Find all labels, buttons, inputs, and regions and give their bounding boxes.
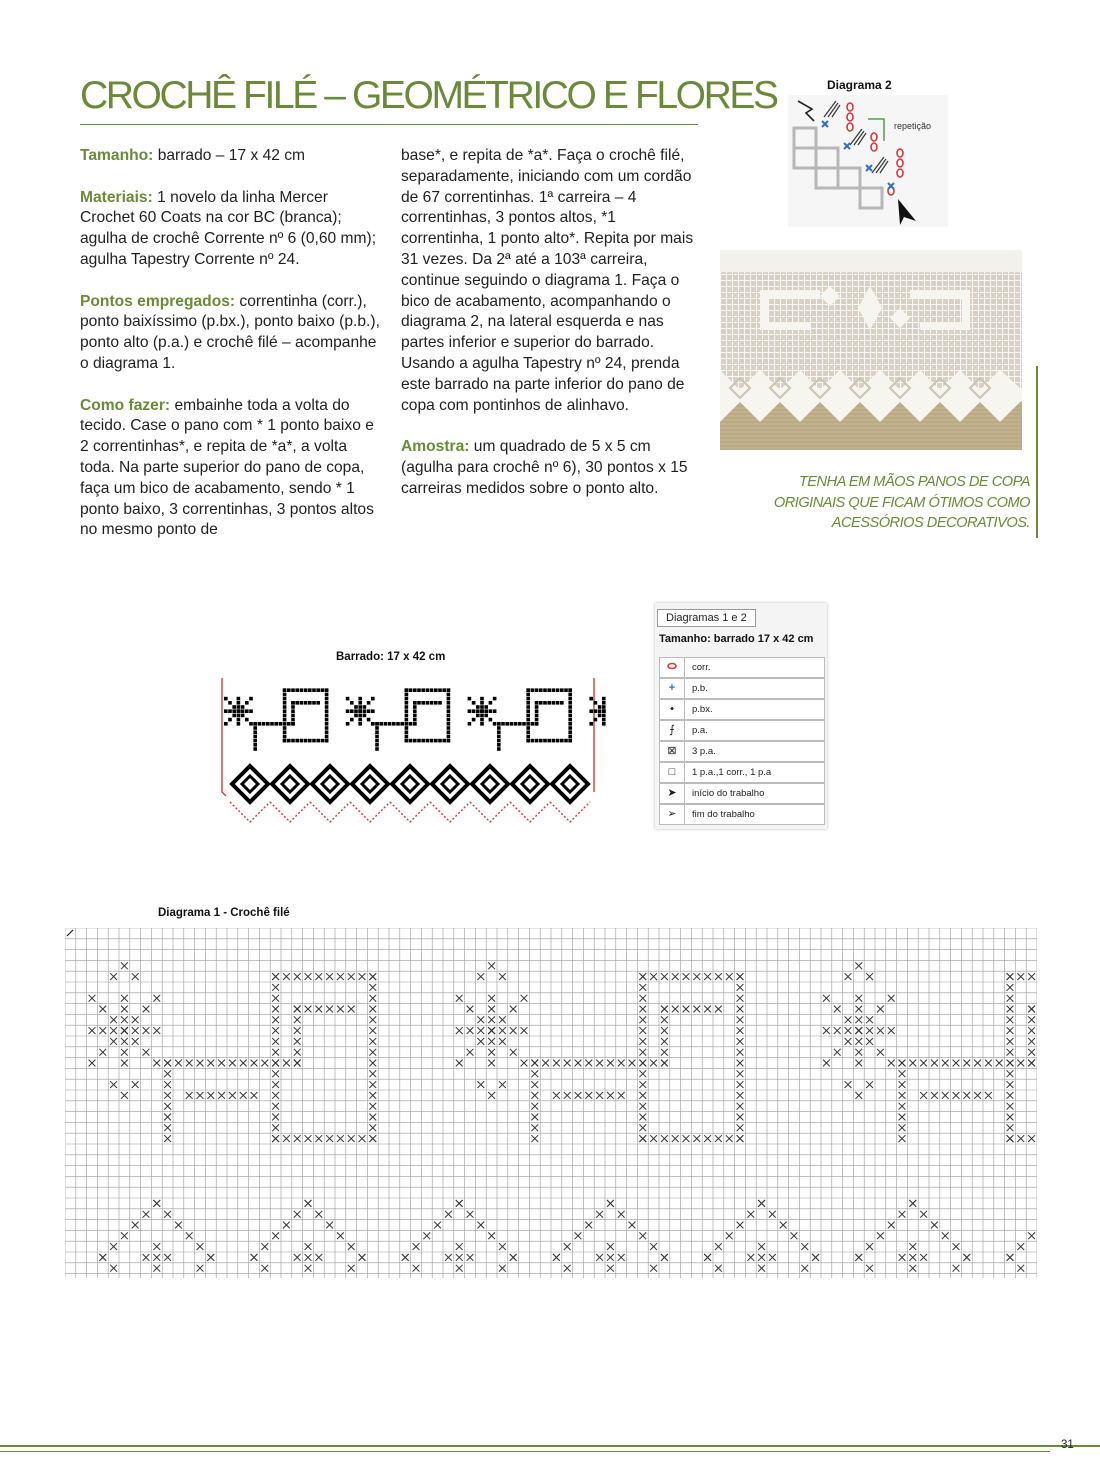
legend-label: corr. — [692, 662, 711, 673]
legend-label: p.b. — [692, 683, 708, 694]
arrow-start-icon: ➤ — [660, 784, 685, 803]
diagram1-title: Diagrama 1 - Crochê filé — [158, 907, 290, 919]
text-column-2 — [401, 146, 701, 520]
materiais-paragraph — [80, 188, 385, 271]
barrado-diamonds — [230, 766, 590, 822]
cluster-icon: ⊠ — [660, 742, 685, 761]
pontos-paragraph — [80, 292, 385, 375]
square-icon: □ — [660, 763, 685, 782]
filet-grid-diagram — [65, 928, 1037, 1408]
symbol-legend — [655, 603, 827, 829]
legend-row — [659, 783, 825, 804]
legend-row — [659, 804, 825, 825]
legend-label: início do trabalho — [692, 788, 765, 799]
diagram2-note: repetição — [894, 121, 932, 131]
legend-row — [659, 699, 825, 720]
como-label: Como fazer: — [80, 396, 171, 414]
barrado-title: Barrado: 17 x 42 cm — [336, 651, 446, 663]
legend-row — [659, 720, 825, 741]
tamanho-text: barrado – 17 x 42 cm — [153, 147, 306, 164]
legend-row — [659, 678, 825, 699]
barrado-chart — [210, 672, 606, 830]
legend-row — [659, 762, 825, 783]
tall-stitch-icon: ⨍ — [660, 721, 685, 740]
como-paragraph — [80, 396, 385, 542]
legend-header: Tamanho: barrado 17 x 42 cm — [659, 633, 814, 645]
legend-title: Diagramas 1 e 2 — [657, 609, 756, 627]
legend-label: p.a. — [692, 725, 708, 736]
lace-photo — [720, 250, 1022, 450]
footer-rule-thin — [0, 1451, 1050, 1452]
footer-rule — [0, 1445, 1100, 1447]
como-text: embainhe toda a volta do tecido. Case o pano com * 1 ponto baixo e 2 correntinhas*, e repita de *a*, a volta toda. Na parte superior do pano de copa, faça um bico de acabamento, sendo * 1 ponto baixo, 3 correntinhas, 3 pontos altos no mesmo ponto de — [80, 396, 374, 539]
tamanho-label: Tamanho: — [80, 147, 154, 164]
amostra-paragraph — [401, 437, 701, 499]
legend-label: 3 p.a. — [692, 746, 716, 757]
oval-red-icon — [660, 658, 685, 677]
caption-rule — [1036, 366, 1038, 538]
diagram2-title: Diagrama 2 — [827, 78, 892, 92]
plus-blue-icon: + — [660, 679, 685, 698]
amostra-text: um quadrado de 5 x 5 cm (agulha para crochê nº 6), 30 pontos x 15 carreiras medidos sobre o ponto alto. — [401, 438, 688, 497]
text-column-1 — [80, 146, 385, 562]
materiais-label: Materiais: — [80, 188, 153, 206]
page-title: CROCHÊ FILÉ – GEOMÉTRICO E FLORES — [80, 74, 777, 117]
legend-label: fim do trabalho — [692, 809, 755, 820]
page-number: 31 — [1061, 1439, 1074, 1451]
pontos-text: correntinha (corr.), ponto baixíssimo (p.bx.), ponto baixo (p.b.), ponto alto (p.a.) e crochê filé – acompanhe o diagrama 1. — [80, 292, 380, 372]
legend-label: 1 p.a.,1 corr., 1 p.a — [692, 767, 772, 778]
legend-row — [659, 657, 825, 678]
barrado-motifs — [224, 688, 606, 750]
title-rule — [80, 124, 698, 125]
legend-label: p.bx. — [692, 704, 713, 715]
amostra-label: Amostra: — [401, 438, 470, 456]
continuation-paragraph: base*, e repita de *a*. Faça o crochê filé, separadamente, iniciando com um cordão de 67 correntinhas. 1ª carreira – 4 correntinhas, 3 pontos altos, *1 correntinha, 1 ponto alto*. Repita por mais 31 vezes. Da 2ª até a 103ª carreira, continue seguindo o diagrama 1. Faça o bico de acabamento, acompanhando o diagrama 2, na lateral esquerda e nas partes inferior e superior do barrado. Usando a agulha Tapestry nº 24, prenda este barrado na parte inferior do pano de copa com pontinhos de alinhavo. — [401, 147, 694, 414]
pontos-label: Pontos empregados: — [80, 292, 236, 310]
tamanho-paragraph — [80, 146, 385, 167]
photo-caption: TENHA EM MÃOS PANOS DE COPA ORIGINAIS QUE FICAM ÓTIMOS COMO ACESSÓRIOS DECORATIVOS. — [773, 474, 1030, 531]
legend-row — [659, 741, 825, 762]
materiais-text: 1 novelo da linha Mercer Crochet 60 Coats na cor BC (branca); agulha de crochê Corrente nº 6 (0,60 mm); agulha Tapestry Corrente nº 24. — [80, 188, 377, 268]
arrow-end-icon: ➢ — [660, 805, 685, 824]
diagram2-figure — [788, 95, 948, 227]
dot-icon: • — [660, 700, 685, 719]
